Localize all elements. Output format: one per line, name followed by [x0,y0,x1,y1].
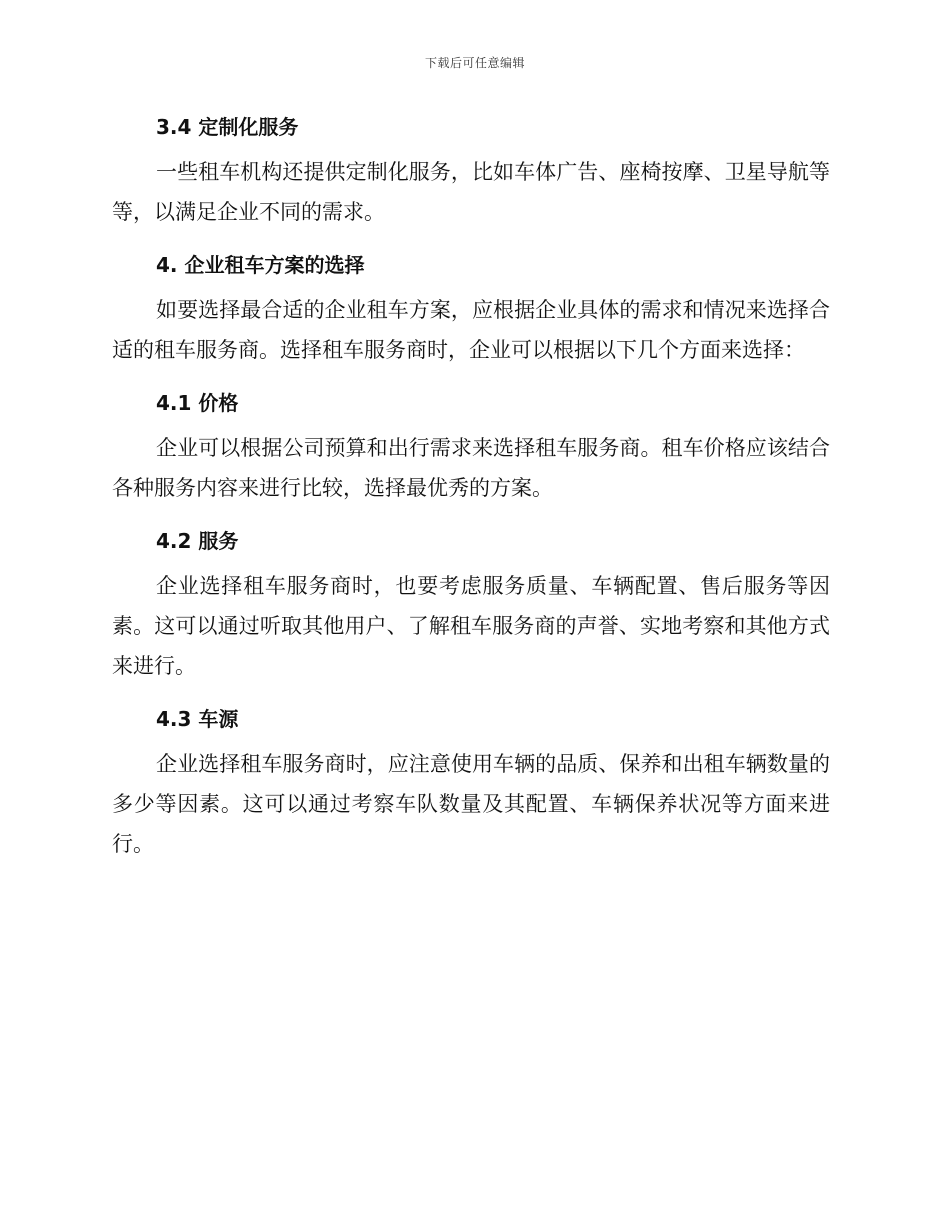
section-heading-4-1: 4.1 价格 [156,391,239,415]
section-heading-4-2: 4.2 服务 [156,529,239,553]
header-note: 下载后可任意编辑 [424,56,525,70]
section-paragraph-3-4: 一些租车机构还提供定制化服务，比如车体广告、座椅按摩、卫星导航等等，以满足企业不同的需求。 [112,160,830,224]
section-heading-4-3: 4.3 车源 [156,707,239,731]
section-paragraph-4-1: 企业可以根据公司预算和出行需求来选择租车服务商。租车价格应该结合各种服务内容来进行比较，选择最优秀的方案。 [112,436,830,500]
section-heading-4: 4. 企业租车方案的选择 [156,253,365,277]
document-body [112,108,830,878]
section-heading-3-4: 3.4 定制化服务 [156,115,299,139]
section-paragraph-4-2: 企业选择租车服务商时，也要考虑服务质量、车辆配置、售后服务等因素。这可以通过听取其他用户、了解租车服务商的声誉、实地考察和其他方式来进行。 [112,574,830,678]
section-paragraph-4: 如要选择最合适的企业租车方案，应根据企业具体的需求和情况来选择合适的租车服务商。选择租车服务商时，企业可以根据以下几个方面来选择： [112,298,830,362]
section-paragraph-4-3: 企业选择租车服务商时，应注意使用车辆的品质、保养和出租车辆数量的多少等因素。这可以通过考察车队数量及其配置、车辆保养状况等方面来进行。 [112,752,830,856]
